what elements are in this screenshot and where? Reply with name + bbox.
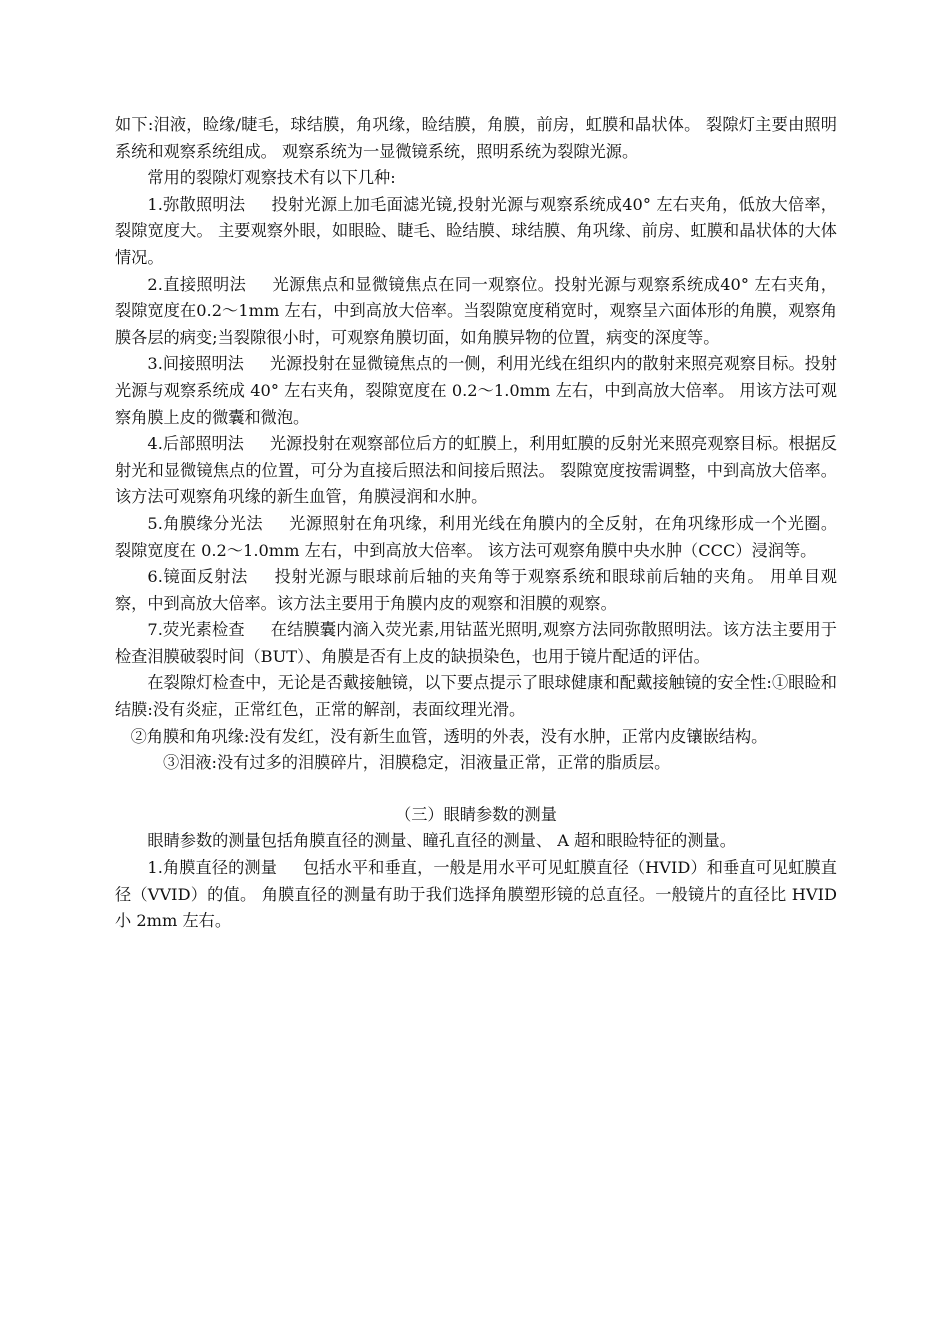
- technique-text: 光源焦点和显微镜焦点在同一观察位。投射光源与观察系统成40° 左右夹角，裂隙宽度在0.2～1mm 左右，中到高放大倍率。当裂隙宽度稍宽时，观察呈六面体形的角膜，观察角膜各层的病变;当裂隙很小时，可观察角膜切面，如角膜异物的位置，病变的深度等。: [115, 274, 837, 347]
- safety-item-tears: ③泪液:没有过多的泪膜碎片，泪膜稳定，泪液量正常，正常的脂质层。: [163, 753, 671, 773]
- technique-text: 光源照射在角巩缘，利用光线在角膜内的全反射，在角巩缘形成一个光圈。 裂隙宽度在 0.2～1.0mm 左右，中到高放大倍率。 该方法可观察角膜中央水肿（CCC）浸润等。: [115, 513, 838, 560]
- technique-title: 1.弥散照明法: [147, 194, 246, 214]
- technique-title: 4.后部照明法: [147, 434, 244, 454]
- technique-text: 在结膜囊内滴入荧光素,用钴蓝光照明,观察方法同弥散照明法。该方法主要用于检查泪膜破裂时间（BUT）、角膜是否有上皮的缺损染色，也用于镜片配适的评估。: [115, 620, 837, 666]
- technique-title: 7.荧光素检查: [147, 620, 245, 640]
- measurement-text: 包括水平和垂直，一般是用水平可见虹膜直径（HVID）和垂直可见虹膜直径（VVID）的值。 角膜直径的测量有助于我们选择角膜塑形镜的总直径。一般镜片的直径比 HVID 小 2mm 左右。: [115, 858, 837, 931]
- technique-text: 投射光源上加毛面滤光镜,投射光源与观察系统成40° 左右夹角，低放大倍率，裂隙宽度大。 主要观察外眼，如眼睑、睫毛、睑结膜、球结膜、角巩缘、前房、虹膜和晶状体的大体情况。: [115, 194, 837, 267]
- technique-text: 光源投射在显微镜焦点的一侧，利用光线在组织内的散射来照亮观察目标。投射光源与观察系统成 40° 左右夹角，裂隙宽度在 0.2～1.0mm 左右，中到高放大倍率。 用该方法可观察角膜上皮的微囊和微泡。: [115, 354, 837, 427]
- safety-intro: 在裂隙灯检查中，无论是否戴接触镜，以下要点提示了眼球健康和配戴接触镜的安全性:①眼睑和结膜:没有炎症，正常红色，正常的解剖，表面纹理光滑。: [115, 673, 837, 720]
- section-heading: （三）眼睛参数的测量: [395, 804, 557, 824]
- technique-2: [115, 272, 837, 352]
- technique-title: 2.直接照明法: [147, 274, 247, 294]
- technique-title: 3.间接照明法: [147, 354, 244, 374]
- technique-title: 6.镜面反射法: [147, 567, 248, 587]
- techniques-intro: 常用的裂隙灯观察技术有以下几种:: [147, 168, 396, 188]
- safety-item-cornea: ②角膜和角巩缘:没有发红，没有新生血管，透明的外表，没有水肿，正常内皮镶嵌结构。: [130, 726, 768, 746]
- document-page: [115, 112, 837, 935]
- measurement-title: 1.角膜直径的测量: [147, 858, 277, 878]
- technique-4: [115, 431, 837, 511]
- technique-title: 5.角膜缘分光法: [147, 513, 263, 533]
- technique-7: [115, 617, 837, 670]
- measurement-corneal-diameter: [115, 855, 837, 935]
- technique-6: [115, 564, 837, 617]
- intro-paragraph: 如下:泪液，睑缘/睫毛，球结膜，角巩缘，睑结膜，角膜，前房，虹膜和晶状体。 裂隙灯主要由照明系统和观察系统组成。 观察系统为一显微镜系统，照明系统为裂隙光源。: [115, 115, 837, 161]
- section-intro: 眼睛参数的测量包括角膜直径的测量、瞳孔直径的测量、 A 超和眼睑特征的测量。: [147, 831, 736, 851]
- technique-5: [115, 511, 837, 564]
- technique-text: 光源投射在观察部位后方的虹膜上，利用虹膜的反射光来照亮观察目标。根据反射光和显微镜焦点的位置，可分为直接后照法和间接后照法。 裂隙宽度按需调整，中到高放大倍率。 该方法可观察角巩缘的新生血管，角膜浸润和水肿。: [115, 434, 837, 507]
- technique-1: [115, 192, 837, 272]
- technique-text: 投射光源与眼球前后轴的夹角等于观察系统和眼球前后轴的夹角。 用单目观察，中到高放大倍率。该方法主要用于角膜内皮的观察和泪膜的观察。: [115, 567, 837, 613]
- technique-3: [115, 351, 837, 431]
